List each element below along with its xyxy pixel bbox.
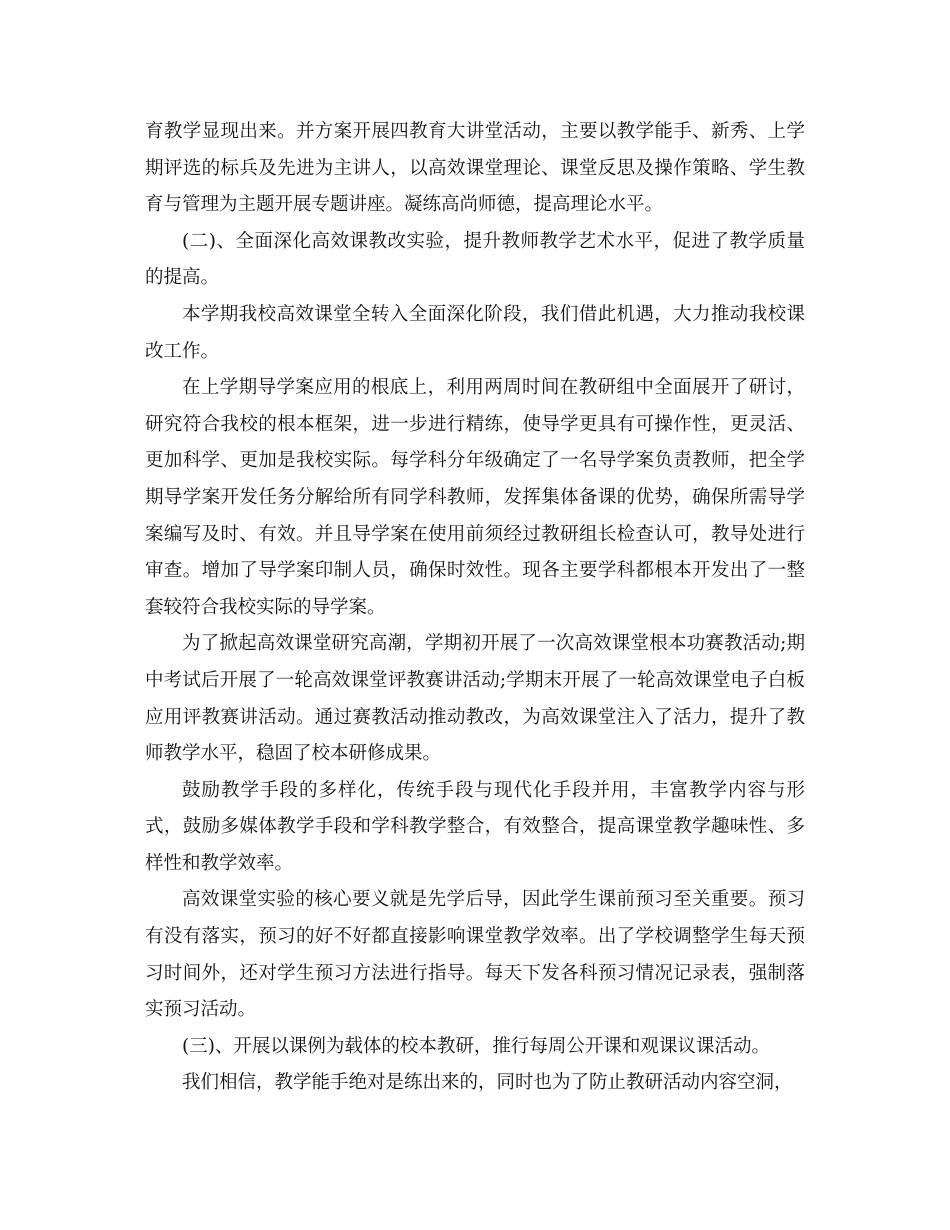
document-body bbox=[145, 114, 805, 1102]
paragraph: 我们相信，教学能手绝对是练出来的，同时也为了防止教研活动内容空洞， bbox=[182, 1072, 793, 1094]
paragraph-section-two-heading: (二)、全面深化高效课教改实验，提升教师教学艺术水平，促进了教学质量的提高。 bbox=[145, 230, 805, 289]
paragraph: 为了掀起高效课堂研究高潮，学期初开展了一次高效课堂根本功赛教活动;期中考试后开展了一轮高效课堂评教赛讲活动;学期末开展了一轮高效课堂电子白板应用评教赛讲活动。通过赛教活动推动教改，为高效课堂注入了活力，提升了教师教学水平，稳固了校本研修成果。 bbox=[145, 633, 805, 765]
paragraph: 鼓励教学手段的多样化，传统手段与现代化手段并用，丰富教学内容与形式，鼓励多媒体教学手段和学科教学整合，有效整合，提高课堂教学趣味性、多样性和教学效率。 bbox=[145, 779, 805, 874]
paragraph: 高效课堂实验的核心要义就是先学后导，因此学生课前预习至关重要。预习有没有落实，预习的好不好都直接影响课堂教学效率。出了学校调整学生每天预习时间外，还对学生预习方法进行指导。每天下发各科预习情况记录表，强制落实预习活动。 bbox=[145, 889, 805, 1021]
paragraph: 在上学期导学案应用的根底上，利用两周时间在教研组中全面展开了研讨，研究符合我校的根本框架，进一步进行精练，使导学更具有可操作性，更灵活、更加科学、更加是我校实际。每学科分年级确定了一名导学案负责教师，把全学期导学案开发任务分解给所有同学科教师，发挥集体备课的优势，确保所需导学案编写及时、有效。并且导学案在使用前须经过教研组长检查认可，教导处进行审查。增加了导学案印制人员，确保时效性。现各主要学科都根本开发出了一整套较符合我校实际的导学案。 bbox=[145, 377, 805, 618]
paragraph-section-three-heading: (三)、开展以课例为载体的校本教研，推行每周公开课和观课议课活动。 bbox=[182, 1035, 770, 1057]
paragraph-continuation: 育教学显现出来。并方案开展四教育大讲堂活动，主要以教学能手、新秀、上学期评选的标兵及先进为主讲人，以高效课堂理论、课堂反思及操作策略、学生教育与管理为主题开展专题讲座。凝练高尚师德，提高理论水平。 bbox=[145, 121, 805, 216]
paragraph: 本学期我校高效课堂全转入全面深化阶段，我们借此机遇，大力推动我校课改工作。 bbox=[145, 303, 805, 362]
